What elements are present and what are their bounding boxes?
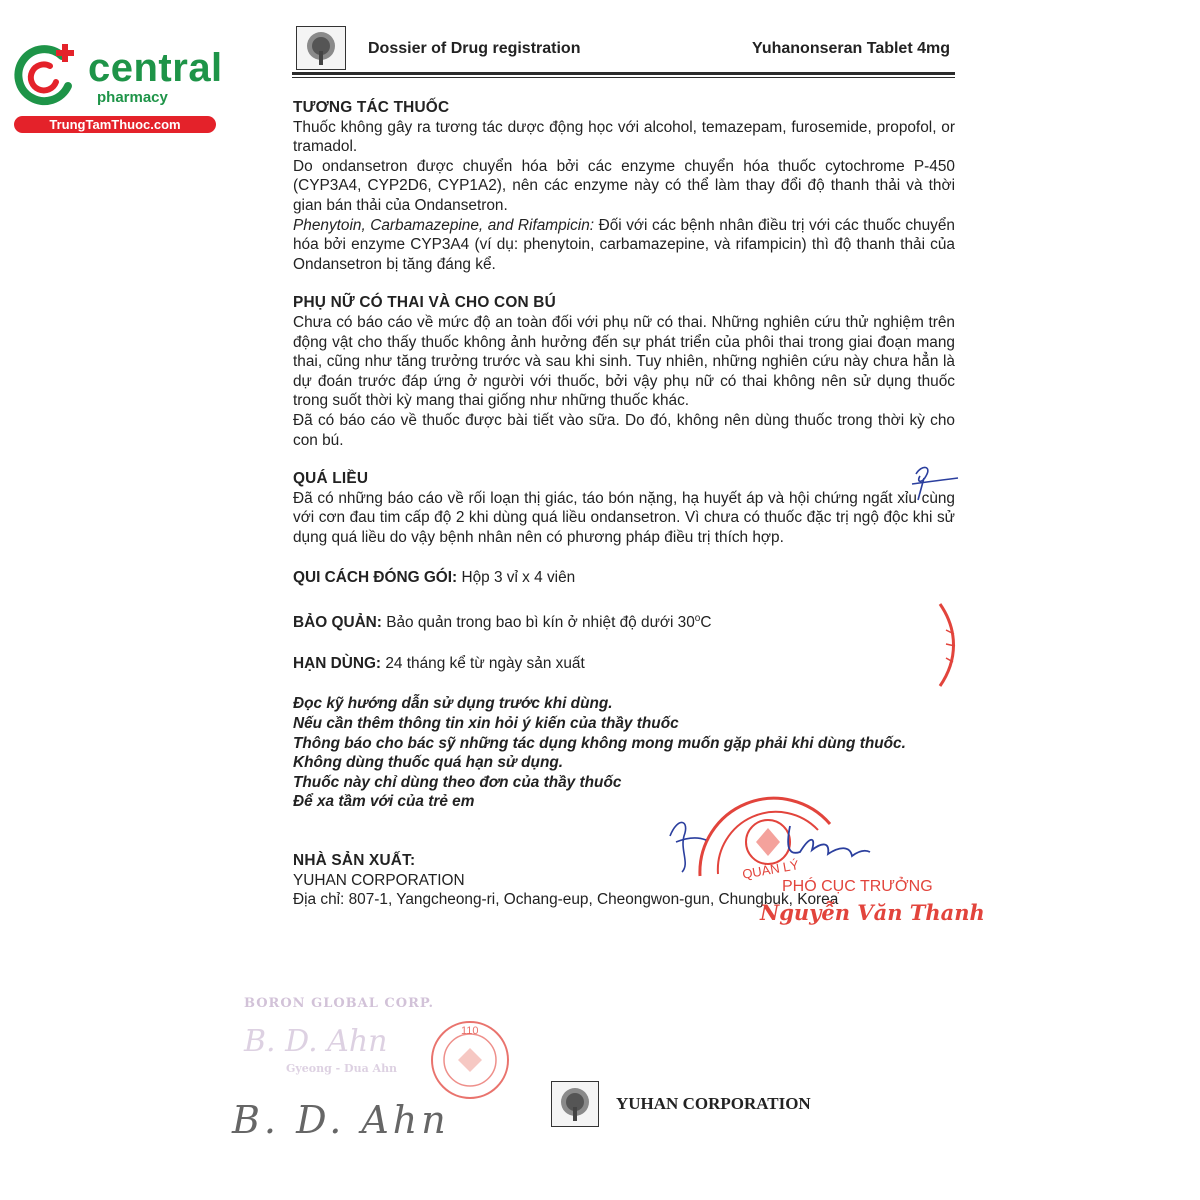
pharmacy-brand: central bbox=[88, 46, 223, 90]
expiry-label: HẠN DÙNG: bbox=[293, 654, 382, 672]
interactions-p2: Do ondansetron được chuyển hóa bởi các enzyme chuyển hóa thuốc cytochrome P-450 (CYP3A4, CYP2D6, CYP1A2), nên các enzyme này có thể làm thay đổi độ thanh thải và thời gian bán thải của Ondansetron. bbox=[293, 157, 955, 214]
header-dossier-title: Dossier of Drug registration bbox=[368, 40, 581, 57]
storage-degree: o bbox=[694, 613, 701, 625]
document-body bbox=[293, 98, 955, 910]
packaging-value: Hộp 3 vỉ x 4 viên bbox=[457, 569, 576, 587]
packaging-label: QUI CÁCH ĐÓNG GÓI: bbox=[293, 569, 458, 587]
faded-stamp-company: BORON GLOBAL CORP. bbox=[244, 996, 435, 1011]
storage-label: BẢO QUẢN: bbox=[293, 614, 382, 632]
signature-blue bbox=[660, 806, 880, 876]
expiry-line bbox=[293, 654, 955, 674]
footer-corporation: YUHAN CORPORATION bbox=[616, 1094, 811, 1113]
faded-stamp-small: Gyeong - Dua Ahn bbox=[286, 1062, 398, 1075]
usage-note: Thông báo cho bác sỹ những tác dụng không mong muốn gặp phải khi dùng thuốc. bbox=[293, 734, 906, 752]
seal-fragment: QUẢN LÝ bbox=[741, 857, 800, 882]
header-rule bbox=[292, 72, 955, 75]
overdose-title: QUÁ LIỀU bbox=[293, 470, 369, 488]
storage-line bbox=[293, 609, 955, 633]
manufacturer-address: Địa chỉ: 807-1, Yangcheong-ri, Ochang-eup, Cheongwon-gun, Chungbuk, Korea bbox=[293, 891, 839, 909]
storage-value: Bảo quản trong bao bì kín ở nhiệt độ dưới 30 bbox=[381, 614, 695, 632]
interactions-p3-text: Đối với các bệnh nhân điều trị với các thuốc chuyển hóa bởi enzyme CYP3A4 (ví dụ: phenytoin, carbamazepine, và rifampicin) thì độ thanh thải của Ondansetron bị tăng đáng kể. bbox=[293, 216, 955, 273]
packaging-line bbox=[293, 568, 955, 588]
pregnancy-p2: Đã có báo cáo về thuốc được bài tiết vào sữa. Do đó, không nên dùng thuốc trong thời kỳ cho con bú. bbox=[293, 411, 955, 449]
overdose-p1: Đã có những báo cáo về rối loạn thị giác, táo bón nặng, hạ huyết áp và hội chứng ngất xỉu cùng với cơn đau tim cấp độ 2 khi dùng quá liều ondansetron. Vì chưa có thuốc đặc trị ngộ độc khi sử dụng quá liều do vậy bệnh nhân nên có phương pháp điều trị thích hợp. bbox=[293, 489, 955, 546]
initial-signature bbox=[902, 460, 962, 504]
manufacturer-name: YUHAN CORPORATION bbox=[293, 871, 465, 889]
tree-emblem-icon bbox=[296, 26, 346, 70]
signature-ahn: B. D. Ahn bbox=[232, 1098, 450, 1142]
usage-note: Thuốc này chỉ dùng theo đơn của thầy thuốc bbox=[293, 773, 622, 791]
usage-note: Để xa tầm với của trẻ em bbox=[293, 793, 475, 811]
expiry-value: 24 tháng kể từ ngày sản xuất bbox=[381, 654, 585, 672]
stamp-signer-name: Nguyễn Văn Thanh bbox=[760, 900, 985, 925]
footer-tree-emblem-icon bbox=[551, 1081, 599, 1127]
stamp-title: PHÓ CỤC TRƯỞNG bbox=[782, 878, 933, 895]
usage-note: Không dùng thuốc quá hạn sử dụng. bbox=[293, 754, 564, 772]
red-seal-edge bbox=[920, 600, 960, 690]
pharmacy-c-cross-icon bbox=[12, 42, 82, 112]
faded-seal-number: 110 bbox=[461, 1025, 479, 1037]
interactions-p3-label: Phenytoin, Carbamazepine, and Rifampicin: bbox=[293, 216, 595, 234]
manufacturer-title: NHÀ SẢN XUẤT: bbox=[293, 851, 416, 869]
usage-notes bbox=[293, 694, 955, 812]
pharmacy-website[interactable]: TrungTamThuoc.com bbox=[14, 116, 216, 133]
usage-note: Đọc kỹ hướng dẫn sử dụng trước khi dùng. bbox=[293, 695, 613, 713]
pharmacy-logo bbox=[8, 36, 223, 136]
pregnancy-p1: Chưa có báo cáo về mức độ an toàn đối với phụ nữ có thai. Những nghiên cứu thử nghiệm trên động vật cho thấy thuốc không ảnh hưởng đến sự phát triển của phôi thai trong giai đoạn mang thai, cũng như tăng trưởng trước và sau khi sinh. Tuy nhiên, những nghiên cứu này chưa hẳn là dự đoán trước đáp ứng ở người với thuốc, bởi vậy phụ nữ có thai không nên sử dụng thuốc trong suốt thời kỳ mang thai giống như những thuốc khác. bbox=[293, 313, 955, 410]
usage-note: Nếu cần thêm thông tin xin hỏi ý kiến của thầy thuốc bbox=[293, 714, 679, 732]
header-product-name: Yuhanonseran Tablet 4mg bbox=[752, 40, 950, 57]
faded-stamp-signature: B. D. Ahn bbox=[244, 1024, 388, 1059]
interactions-title: TƯƠNG TÁC THUỐC bbox=[293, 99, 450, 116]
pregnancy-title: PHỤ NỮ CÓ THAI VÀ CHO CON BÚ bbox=[293, 294, 556, 312]
document-page bbox=[240, 20, 980, 1200]
interactions-p3 bbox=[293, 216, 955, 275]
interactions-p1: Thuốc không gây ra tương tác dược động học với alcohol, temazepam, furosemide, propofol, or tramadol. bbox=[293, 118, 955, 156]
header-rule-thin bbox=[292, 77, 955, 78]
storage-unit: C bbox=[700, 614, 712, 632]
pharmacy-sub: pharmacy bbox=[97, 89, 168, 106]
